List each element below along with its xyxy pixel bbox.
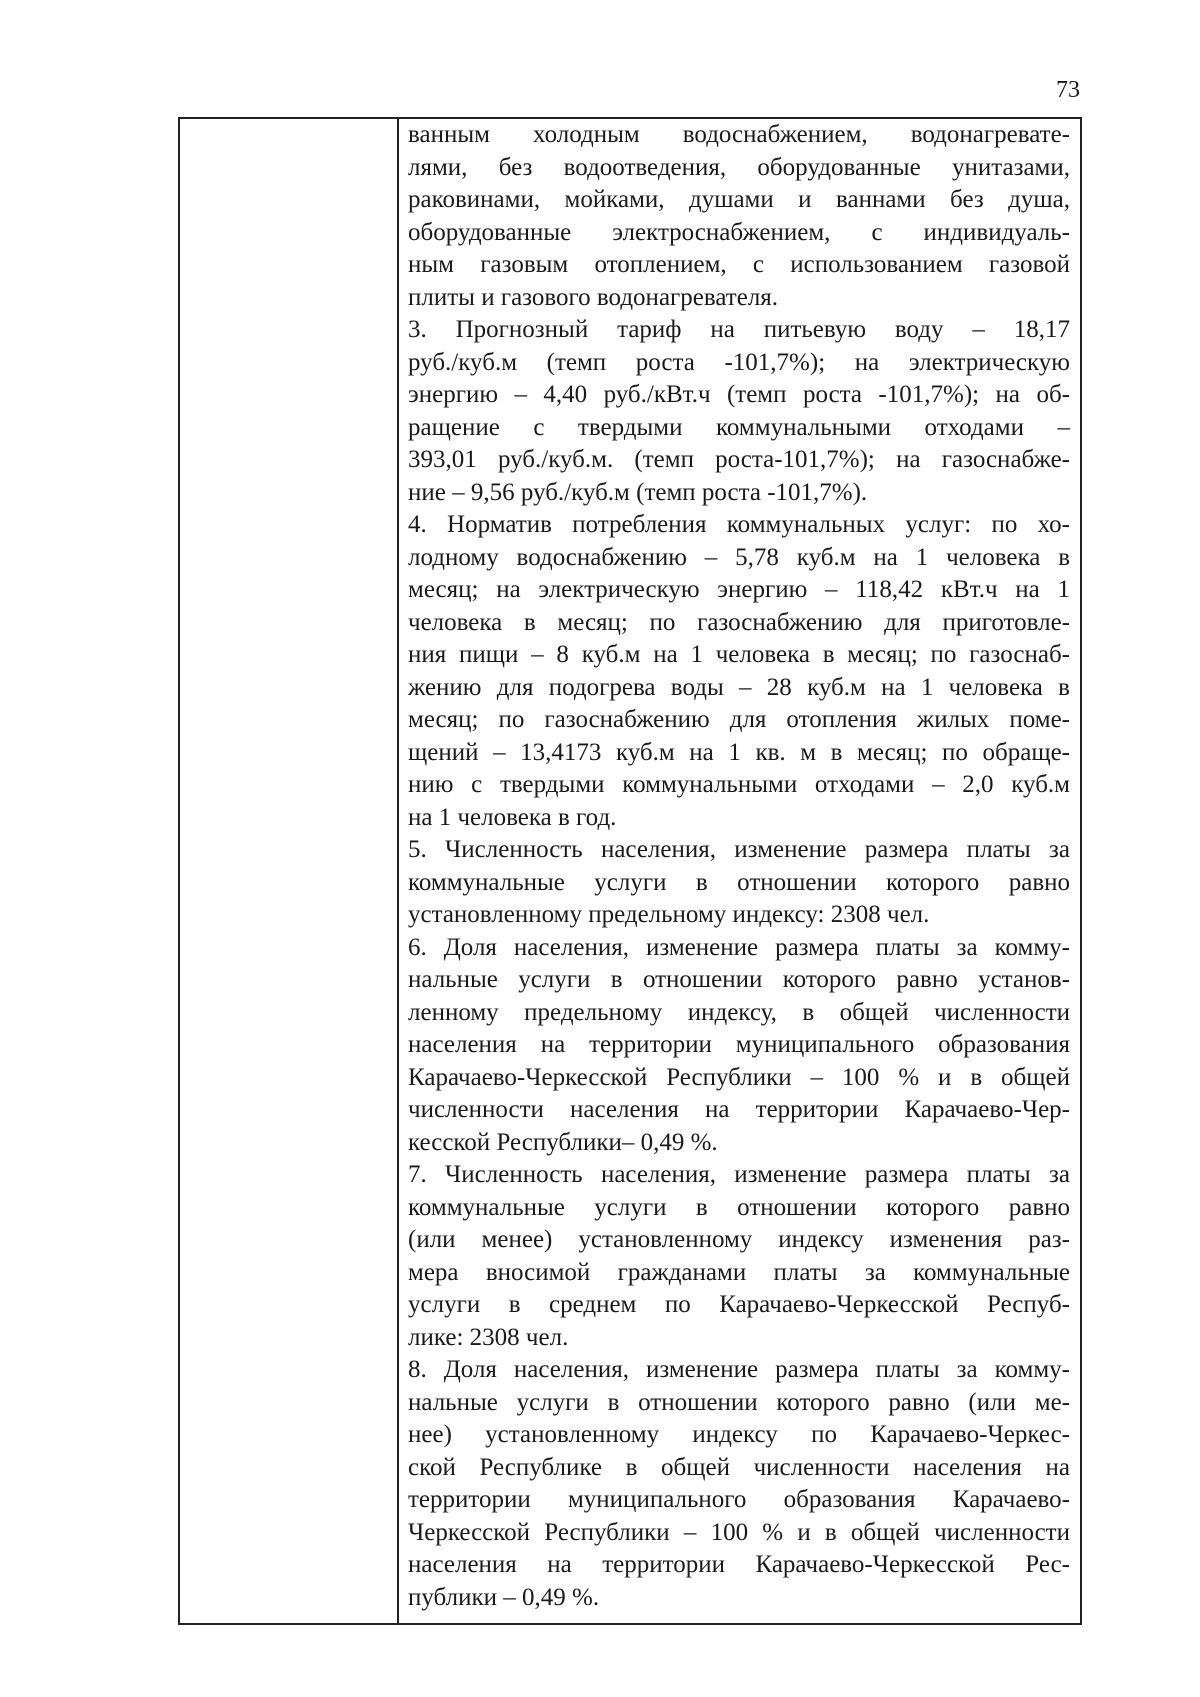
text-line: лодному водоснабжению – 5,78 куб.м на 1 человека в: [408, 543, 1070, 571]
text-line: ванным холодным водоснабжением, водонагревате-: [408, 121, 1070, 148]
text-line: территории муниципального образования Карачаево-: [408, 1486, 1070, 1513]
text-line: нальные услуги в отношении которого равно установ-: [408, 966, 1070, 993]
text-line: месяц; на электрическую энергию – 118,42 кВт.ч на 1: [408, 576, 1070, 603]
text-line: жению для подогрева воды – 28 куб.м на 1 человека в: [408, 673, 1070, 701]
text-line: населения на территории муниципального образования: [408, 1031, 1070, 1058]
text-line: нее) установленному индексу по Карачаево-Черкес-: [408, 1421, 1070, 1448]
text-line: плиты и газового водонагревателя.: [408, 283, 779, 311]
text-line: руб./куб.м (темп роста -101,7%); на электрическую: [408, 348, 1070, 376]
text-line: ния пищи – 8 куб.м на 1 человека в месяц; по газоснаб-: [408, 641, 1070, 668]
text-line: ращение с твердыми коммунальными отходами –: [408, 413, 1070, 441]
table-left-cell: [180, 119, 399, 1623]
text-line: ской Республике в общей численности населения на: [408, 1453, 1070, 1481]
text-line: коммунальные услуги в отношении которого равно: [408, 1193, 1070, 1221]
text-line: численности населения на территории Карачаево-Чер-: [408, 1096, 1070, 1123]
text-line: Карачаево-Черкесской Республики – 100 % и в общей: [408, 1063, 1070, 1091]
text-line: кесской Республики– 0,49 %.: [408, 1128, 718, 1156]
table-text-cell: [399, 119, 1080, 1623]
text-line: оборудованные электроснабжением, с индивидуаль-: [408, 218, 1070, 246]
text-line: ным газовым отоплением, с использованием газовой: [408, 251, 1070, 278]
text-line: 3. Прогнозный тариф на питьевую воду – 18,17: [408, 316, 1070, 343]
text-line: Черкесской Республики – 100 % и в общей численности: [408, 1518, 1070, 1546]
text-line: 7. Численность населения, изменение размера платы за: [408, 1161, 1070, 1188]
text-line: 4. Норматив потребления коммунальных услуг: по хо-: [408, 511, 1070, 538]
text-line: раковинами, мойками, душами и ваннами без душа,: [408, 186, 1070, 213]
document-table: [178, 117, 1082, 1625]
text-line: ленному предельному индексу, в общей численности: [408, 998, 1070, 1026]
text-line: лями, без водоотведения, оборудованные унитазами,: [408, 153, 1070, 181]
text-line: 5. Численность населения, изменение размера платы за: [408, 836, 1070, 863]
text-line: человека в месяц; по газоснабжению для приготовле-: [408, 608, 1070, 636]
text-line: нию с твердыми коммунальными отходами – 2,0 куб.м: [408, 771, 1070, 798]
text-line: месяц; по газоснабжению для отопления жилых поме-: [408, 706, 1070, 733]
text-line: коммунальные услуги в отношении которого равно: [408, 868, 1070, 896]
text-line: лике: 2308 чел.: [408, 1323, 569, 1351]
page-number: 73: [1056, 77, 1080, 103]
text-line: энергию – 4,40 руб./кВт.ч (темп роста -101,7%); на об-: [408, 381, 1070, 408]
text-line: 8. Доля населения, изменение размера платы за комму-: [408, 1356, 1070, 1383]
text-line: на 1 человека в год.: [408, 803, 617, 831]
text-line: 6. Доля населения, изменение размера платы за комму-: [408, 933, 1070, 961]
text-line: населения на территории Карачаево-Черкесской Рес-: [408, 1551, 1070, 1578]
text-line: публики – 0,49 %.: [408, 1583, 600, 1611]
text-line: ние – 9,56 руб./куб.м (темп роста -101,7%).: [408, 478, 868, 506]
text-line: щений – 13,4173 куб.м на 1 кв. м в месяц; по обраще-: [408, 738, 1070, 766]
text-line: мера вносимой гражданами платы за коммунальные: [408, 1258, 1070, 1286]
text-line: услуги в среднем по Карачаево-Черкесской Респуб-: [408, 1291, 1070, 1318]
text-line: (или менее) установленному индексу изменения раз-: [408, 1226, 1070, 1253]
text-line: 393,01 руб./куб.м. (темп роста-101,7%); на газоснабже-: [408, 446, 1070, 473]
text-line: нальные услуги в отношении которого равно (или ме-: [408, 1388, 1070, 1416]
text-line: установленному предельному индексу: 2308 чел.: [408, 901, 930, 928]
